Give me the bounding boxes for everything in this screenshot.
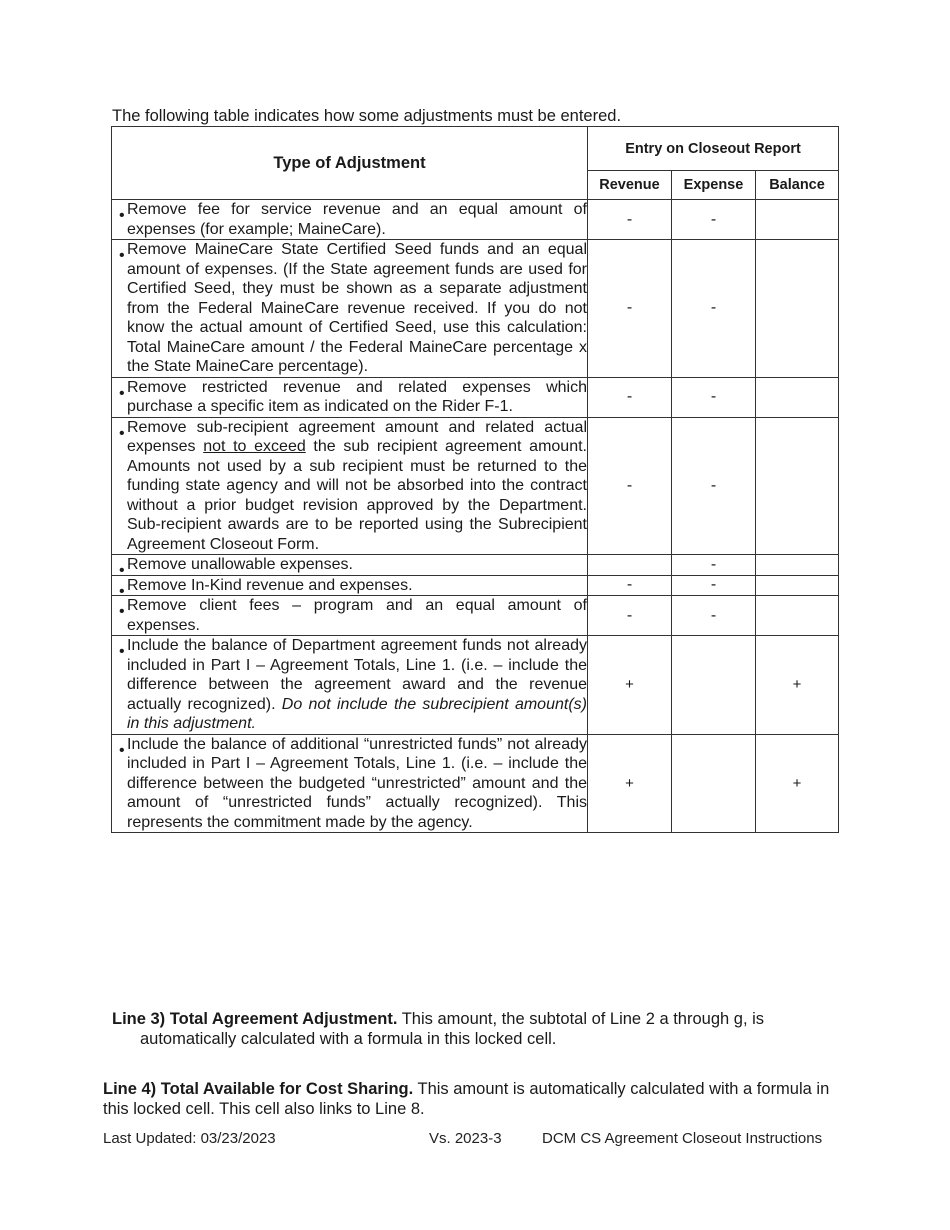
adjustment-description: • Remove client fees – program and an equal amount of expenses.: [112, 596, 588, 636]
footer-version: Vs. 2023-3: [429, 1130, 502, 1147]
bullet-icon: •: [119, 424, 125, 442]
balance-entry: +: [756, 636, 839, 735]
header-type-of-adjustment: Type of Adjustment: [112, 127, 588, 200]
header-revenue: Revenue: [588, 171, 672, 200]
revenue-entry: +: [588, 734, 672, 833]
adjustment-description: • Remove unallowable expenses.: [112, 555, 588, 576]
expense-entry: -: [672, 377, 756, 417]
revenue-entry: -: [588, 417, 672, 555]
underlined-text: not to exceed: [203, 438, 306, 455]
balance-entry: [756, 555, 839, 576]
revenue-entry: [588, 555, 672, 576]
revenue-entry: +: [588, 636, 672, 735]
table-row: [112, 240, 839, 378]
expense-entry: -: [672, 417, 756, 555]
adjustments-table: [111, 126, 839, 833]
line4-paragraph: [103, 1079, 843, 1119]
balance-entry: [756, 377, 839, 417]
header-balance: Balance: [756, 171, 839, 200]
description-text: Include the balance of Department agreement funds not already included in Part I – Agreement Totals, Line 1. (i.e. – include the difference between the agreement award and the revenue actually recognized).: [127, 637, 587, 713]
expense-entry: -: [672, 200, 756, 240]
table-row: [112, 377, 839, 417]
revenue-entry: -: [588, 200, 672, 240]
expense-entry: [672, 636, 756, 735]
description-text: the sub recipient agreement amount. Amounts not used by a sub recipient must be returned to the funding state agency and will not be absorbed into the contract without a prior budget revision approved by the Department. Sub-recipient awards are to be reported using the Subrecipient Agreement Closeout Form.: [127, 438, 587, 553]
footer-last-updated: Last Updated: 03/23/2023: [103, 1130, 276, 1147]
bullet-icon: •: [119, 384, 125, 402]
bullet-icon: •: [119, 741, 125, 759]
description-text: Remove sub-recipient agreement amount and related actual expenses: [127, 418, 587, 455]
expense-entry: -: [672, 575, 756, 596]
table-row: [112, 636, 839, 735]
header-entry-on-closeout-report: Entry on Closeout Report: [588, 127, 839, 171]
table-row: [112, 200, 839, 240]
balance-entry: [756, 200, 839, 240]
adjustment-description: • Include the balance of additional “unrestricted funds” not already included in Part I – Agreement Totals, Line 1. (i.e. – include the difference between the budgeted “unrestricted” amount and the amount of “unrestricted funds” actually recognized). This represents the commitment made by the agency.: [112, 734, 588, 833]
adjustment-description: • Remove In-Kind revenue and expenses.: [112, 575, 588, 596]
balance-entry: [756, 596, 839, 636]
bullet-icon: •: [119, 603, 125, 620]
line3-paragraph: [112, 1009, 812, 1049]
expense-entry: -: [672, 240, 756, 378]
table-row: [112, 555, 839, 576]
bullet-icon: •: [119, 643, 125, 660]
adjustment-description: • Remove MaineCare State Certified Seed funds and an equal amount of expenses. (If the State agreement funds are used for Certified Seed, they must be shown as a separate adjustment from the Federal MaineCare revenue received. If you do not know the actual amount of Certified Seed, use this calculation: Total MaineCare amount / the Federal MaineCare percentage x the State MaineCare percentage).: [112, 240, 588, 378]
expense-entry: -: [672, 596, 756, 636]
header-expense: Expense: [672, 171, 756, 200]
bullet-icon: •: [119, 582, 125, 600]
bullet-icon: •: [119, 207, 125, 224]
table-header-row: [112, 127, 839, 171]
adjustment-description: [112, 417, 588, 555]
italic-note: Do not include the subrecipient amount(s) in this adjustment.: [127, 695, 587, 732]
line4-label: Line 4) Total Available for Cost Sharing.: [103, 1080, 414, 1098]
balance-entry: [756, 575, 839, 596]
expense-entry: -: [672, 555, 756, 576]
line3-text: This amount, the subtotal of Line 2 a through g, is: [401, 1010, 765, 1028]
adjustment-description: [112, 636, 588, 735]
intro-text: The following table indicates how some adjustments must be entered.: [112, 107, 622, 125]
revenue-entry: -: [588, 377, 672, 417]
table-row: [112, 734, 839, 833]
bullet-icon: •: [119, 247, 125, 264]
revenue-entry: -: [588, 240, 672, 378]
line4-text: This amount is automatically calculated with a formula in this locked cell. This cell also links to Line 8.: [103, 1080, 830, 1118]
balance-entry: [756, 240, 839, 378]
table-row: [112, 417, 839, 555]
adjustment-description: • Remove fee for service revenue and an equal amount of expenses (for example; MaineCare).: [112, 200, 588, 240]
line3-text-continued: automatically calculated with a formula in this locked cell.: [140, 1030, 557, 1048]
revenue-entry: -: [588, 575, 672, 596]
bullet-icon: •: [119, 562, 125, 579]
expense-entry: [672, 734, 756, 833]
line3-label: Line 3) Total Agreement Adjustment.: [112, 1010, 398, 1028]
revenue-entry: -: [588, 596, 672, 636]
footer-doc-title: DCM CS Agreement Closeout Instructions: [542, 1130, 823, 1147]
table-row: [112, 575, 839, 596]
table-row: [112, 596, 839, 636]
balance-entry: +: [756, 734, 839, 833]
balance-entry: [756, 417, 839, 555]
adjustment-description: • Remove restricted revenue and related expenses which purchase a specific item as indicated on the Rider F-1.: [112, 377, 588, 417]
